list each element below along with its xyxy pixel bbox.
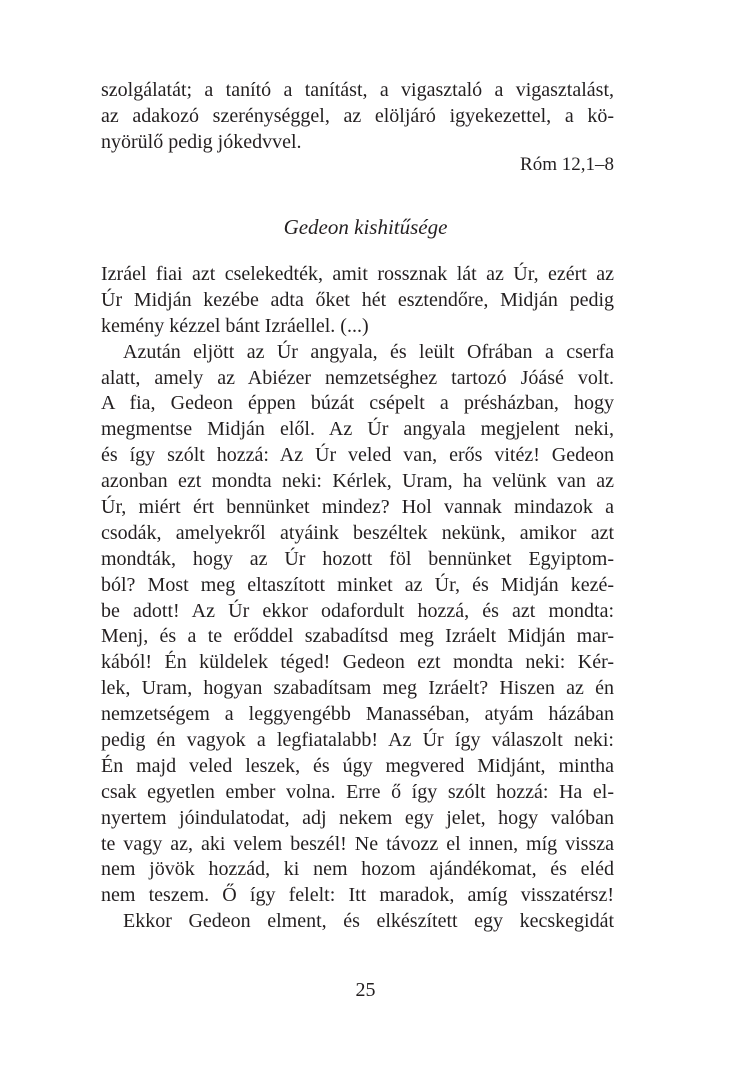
body-line: Én majd veled leszek, és úgy megvered Midjánt, mintha xyxy=(101,754,614,777)
body-line: be adott! Az Úr ekkor odafordult hozzá, és azt mondta: xyxy=(101,599,614,622)
body-line: te vagy az, aki velem beszél! Ne távozz el innen, míg vissza xyxy=(101,832,614,855)
body-line: megmentse Midján elől. Az Úr angyala megjelent neki, xyxy=(101,418,614,441)
body-line: pedig én vagyok a legfiatalabb! Az Úr így válaszolt neki: xyxy=(101,729,614,752)
body-line: nemzetségem a leggyengébb Manasséban, atyám házában xyxy=(101,703,614,726)
intro-line: szolgálatát; a tanító a tanítást, a vigasztaló a vigasztalást, xyxy=(101,79,614,101)
intro-line: nyörülő pedig jókedvvel. xyxy=(101,130,302,153)
section-title: Gedeon kishitűsége xyxy=(283,215,448,239)
body-line: Izráel fiai azt cselekedték, amit rossznak lát az Úr, ezért az xyxy=(101,263,614,285)
body-line: alatt, amely az Abiézer nemzetséghez tartozó Jóásé volt. xyxy=(101,366,614,389)
body-line: mondták, hogy az Úr hozott föl bennünket Egyiptom- xyxy=(101,547,614,570)
body-line: Menj, és a te erőddel szabadítsd meg Izráelt Midján mar- xyxy=(101,625,614,648)
intro-paragraph xyxy=(101,78,614,156)
body-line: Ekkor Gedeon elment, és elkészített egy kecskegidát xyxy=(123,910,614,933)
body-line: azonban ezt mondta neki: Kérlek, Uram, ha velünk van az xyxy=(101,470,614,493)
body-text xyxy=(101,262,614,935)
body-line: lek, Uram, hogyan szabadítsam meg Izráelt? Hiszen az én xyxy=(101,677,614,700)
body-line: Úr Midján kezébe adta őket hét esztendőre, Midján pedig xyxy=(101,288,614,311)
body-line: Azután eljött az Úr angyala, és leült Ofrában a cserfa xyxy=(123,340,614,363)
intro-line: az adakozó szerénységgel, az elöljáró igyekezettel, a kö- xyxy=(101,104,614,127)
body-line: kából! Én küldelek téged! Gedeon ezt mondta neki: Kér- xyxy=(101,651,614,674)
page-number: 25 xyxy=(355,979,376,1001)
body-line: nem jövök hozzád, ki nem hozom ajándékomat, és eléd xyxy=(101,858,614,881)
body-line: nyertem jóindulatodat, adj nekem egy jelet, hogy valóban xyxy=(101,806,614,829)
body-line: csodák, amelyekről atyáink beszéltek nekünk, amikor azt xyxy=(101,521,614,544)
body-line: A fia, Gedeon éppen búzát csépelt a présházban, hogy xyxy=(101,392,614,415)
body-line: csak egyetlen ember volna. Erre ő így szólt hozzá: Ha el- xyxy=(101,780,614,803)
body-line: nem teszem. Ő így felelt: Itt maradok, amíg visszatérsz! xyxy=(101,884,614,907)
body-line: Úr, miért ért bennünket mindez? Hol vannak mindazok a xyxy=(101,496,614,519)
scripture-reference: Róm 12,1–8 xyxy=(520,154,614,175)
body-line: ból? Most meg eltaszított minket az Úr, és Midján kezé- xyxy=(101,573,614,596)
body-line: kemény kézzel bánt Izráellel. (...) xyxy=(101,314,369,337)
body-line: és így szólt hozzá: Az Úr veled van, erős vitéz! Gedeon xyxy=(101,444,614,467)
